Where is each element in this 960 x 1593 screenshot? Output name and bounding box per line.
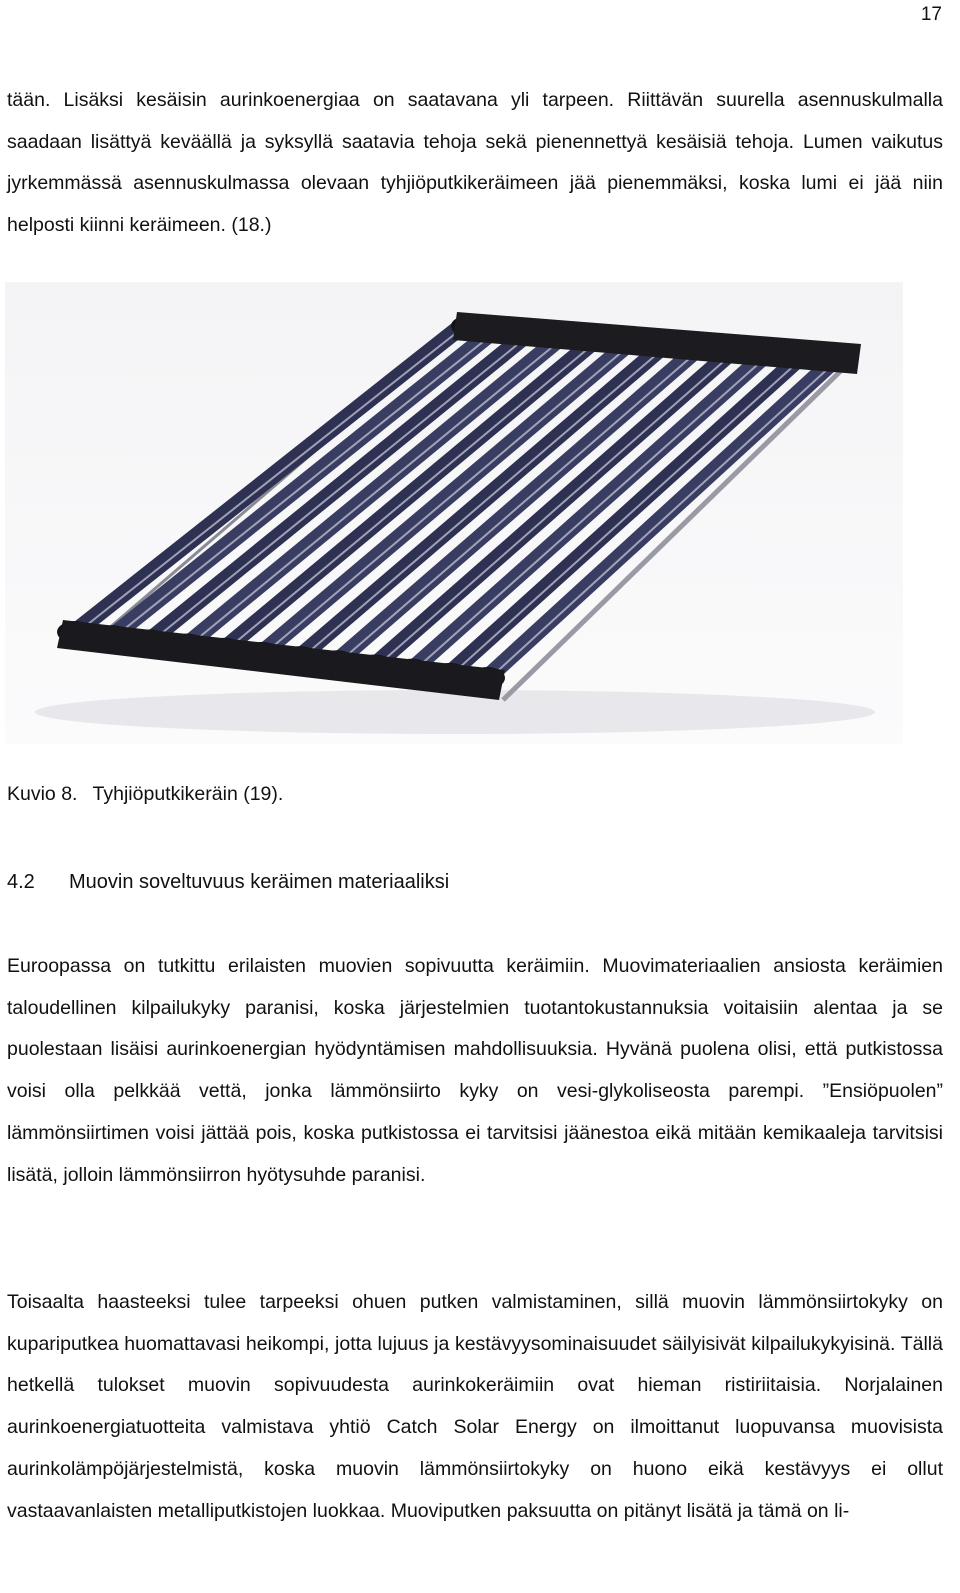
paragraph-solar-angle: tään. Lisäksi kesäisin aurinkoenergiaa on saatavana yli tarpeen. Riittävän suurella asennuskulmalla saadaan lisättyä keväällä ja syksyllä saatavia tehoja sekä pienennettyä kesäisiä tehoja. Lumen vaikutus jyrkemmässä asennuskulmassa olevaan tyhjiöputkikeräimeen jää pienemmäksi, koska lumi ei jää niin helposti kiinni keräimeen. (18.) xyxy=(7,89,943,237)
vacuum-tube-collector-photo xyxy=(5,282,903,744)
paragraph-plastic-research: Euroopassa on tutkittu erilaisten muovien sopivuutta keräimiin. Muovimateriaalien ansiosta keräimien taloudellinen kilpailukyky paranisi, koska järjestelmien tuotantokustannuksia voitaisiin alentaa ja se puolestaan lisäisi aurinkoenergian hyödyntämisen mahdollisuuksia. Hyvänä puolena olisi, että putkistossa voisi olla pelkkää vettä, jonka lämmönsiirto kyky on vesi-glykoliseosta parempi. ”Ensiöpuolen” lämmönsiirtimen voisi jättää pois, koska putkistossa ei tarvitsisi jäänestoa eikä mitään kemikaaleja tarvitsisi lisätä, jolloin lämmönsiirron hyötysuhde paranisi. xyxy=(7,955,943,1186)
section-title: Muovin soveltuvuus keräimen materiaaliksi xyxy=(69,871,450,893)
paragraph-plastic-challenges: Toisaalta haasteeksi tulee tarpeeksi ohuen putken valmistaminen, sillä muovin lämmönsiirtokyky on kupariputkea huomattavasi heikompi, jotta lujuus ja kestävyysominaisuudet säilyisivät kilpailukykyisinä. Tällä hetkellä tulokset muovin sopivuudesta aurinkokeräimiin ovat hieman ristiriitaisia. Norjalainen aurinkoenergiatuotteita valmistava yhtiö Catch Solar Energy on ilmoittanut luopuvansa muovisista aurinkolämpöjärjestelmistä, koska muovin lämmönsiirtokyky on huono eikä kestävyys ei ollut vastaavanlaisten metalliputkistojen luokkaa. Muoviputken paksuutta on pitänyt lisätä ja tämä on li- xyxy=(7,1291,943,1522)
figure-caption-text: Tyhjiöputkikeräin (19). xyxy=(92,783,284,805)
figure-caption xyxy=(7,783,293,806)
figure-caption-label: Kuvio 8. xyxy=(7,783,78,805)
section-heading xyxy=(7,871,449,894)
page-number: 17 xyxy=(920,4,942,25)
section-number: 4.2 xyxy=(7,871,35,893)
